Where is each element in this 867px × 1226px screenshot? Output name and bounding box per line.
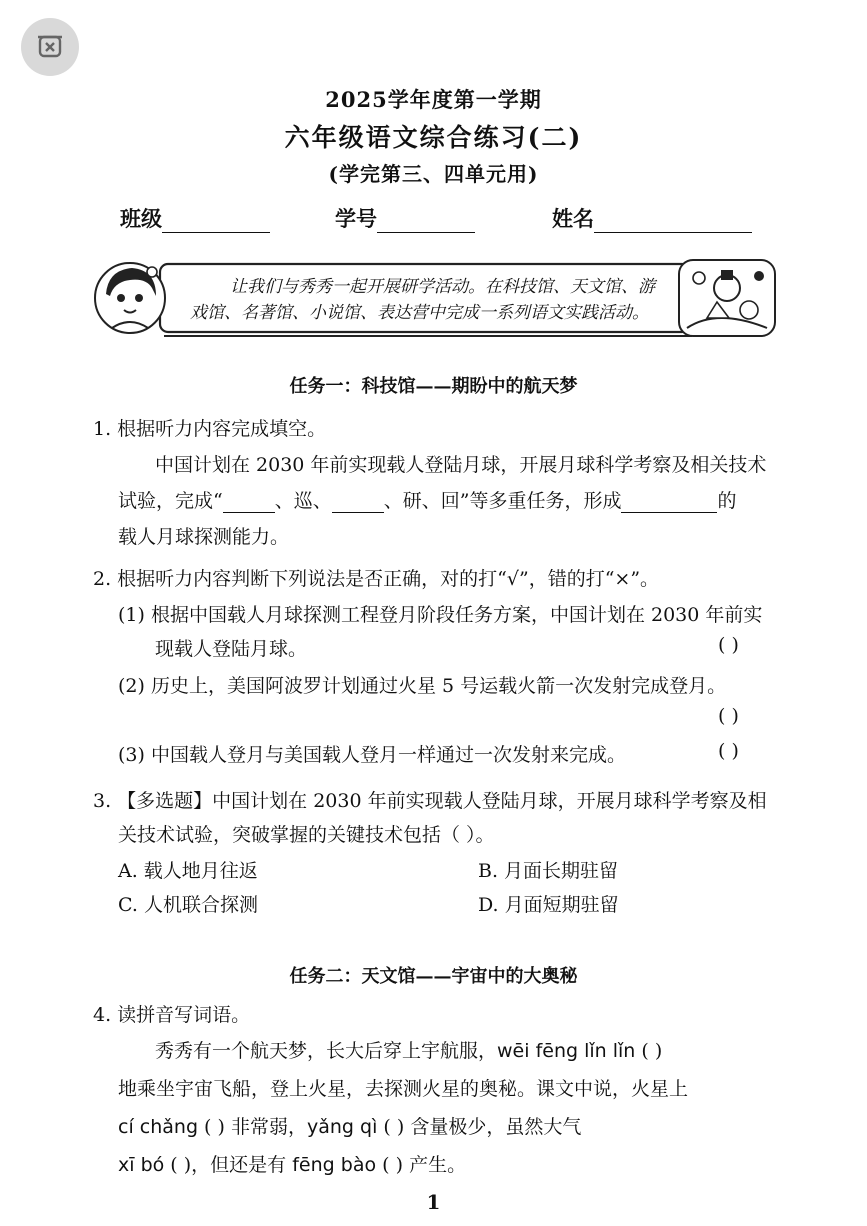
name-blank[interactable]	[594, 210, 752, 233]
q4-answer-2[interactable]: ( )	[204, 1116, 225, 1138]
q4-text-4: 含量极少，虽然大气	[410, 1116, 582, 1138]
q1-line-2	[118, 486, 736, 513]
class-field	[120, 203, 270, 233]
q4-text-1: 秀秀有一个航天梦，长大后穿上宇航服，	[155, 1040, 498, 1062]
q1-stem: 1. 根据听力内容完成填空。	[93, 418, 327, 440]
q2-answer-3[interactable]: ( )	[718, 740, 739, 762]
q1-blank-1[interactable]	[223, 494, 275, 513]
name-field	[552, 203, 752, 233]
q3-line-2: 关技术试验，突破掌握的关键技术包括（ ）。	[118, 824, 495, 846]
space-explorer-illustration	[677, 258, 777, 342]
pinyin-yangqi: yǎng qì	[306, 1116, 378, 1138]
banner-line-1: 让我们与秀秀一起开展研学活动。在科技馆、天文馆、游	[230, 277, 655, 297]
activity-banner	[102, 258, 779, 338]
delete-button[interactable]	[21, 18, 79, 76]
q3-option-a[interactable]: A. 载人地月往返	[118, 860, 258, 882]
q3-option-d[interactable]: D. 月面短期驻留	[478, 894, 619, 916]
q1-line-1: 中国计划在 2030 年前实现载人登陆月球，开展月球科学考察及相关技术	[155, 454, 767, 476]
exercise-title: 六年级语文综合练习(二)	[284, 123, 583, 152]
pinyin-cichang: cí chǎng	[118, 1116, 198, 1138]
trash-delete-icon	[35, 30, 65, 64]
q4-line-1	[155, 1036, 662, 1063]
q4-text-5: ，但还是有	[191, 1154, 287, 1176]
q2-item-3: (3) 中国载人登月与美国载人登月一样通过一次发射来完成。	[118, 744, 626, 766]
q2-item-1-line-2: 现载人登陆月球。	[155, 638, 308, 660]
number-field	[335, 203, 475, 233]
q4-stem: 4. 读拼音写词语。	[93, 1004, 251, 1026]
q2-answer-1[interactable]: ( )	[718, 634, 739, 656]
q1-text-a: 试验，完成“	[118, 490, 223, 512]
banner-line-2: 戏馆、名著馆、小说馆、表达营中完成一系列语文实践活动。	[190, 303, 649, 323]
number-label: 学号	[335, 206, 377, 231]
class-blank[interactable]	[162, 210, 270, 233]
q1-blank-2[interactable]	[332, 494, 384, 513]
number-blank[interactable]	[377, 210, 475, 233]
q2-item-2: (2) 历史上，美国阿波罗计划通过火星 5 号运载火箭一次发射完成登月。	[118, 675, 727, 697]
q4-line-3	[118, 1112, 581, 1139]
q1-blank-3[interactable]	[621, 494, 717, 513]
q3-line-1: 3. 【多选题】中国计划在 2030 年前实现载人登陆月球，开展月球科学考察及相	[93, 790, 767, 812]
q4-text-6: 产生。	[409, 1154, 467, 1176]
q4-answer-5[interactable]: ( )	[382, 1154, 404, 1176]
q2-answer-2[interactable]: ( )	[718, 705, 739, 727]
q4-line-2: 地乘坐宇宙飞船，登上火星，去探测火星的奥秘。课文中说，火星上	[118, 1078, 689, 1100]
q4-text-3: 非常弱，	[230, 1116, 307, 1138]
q2-item-1-line-1: (1) 根据中国载人月球探测工程登月阶段任务方案，中国计划在 2030 年前实	[118, 604, 763, 626]
page-number: 1	[426, 1190, 441, 1214]
pinyin-xibo: xī bó	[118, 1154, 165, 1176]
semester-title: 2025学年度第一学期	[325, 87, 542, 112]
q2-stem: 2. 根据听力内容判断下列说法是否正确，对的打“√”，错的打“×”。	[93, 568, 660, 590]
pinyin-weifenglinlin: wēi fēng lǐn lǐn	[497, 1040, 636, 1062]
q1-line-3: 载人月球探测能力。	[118, 526, 290, 548]
q1-text-b: 、巡、	[274, 490, 332, 512]
pinyin-fengbao: fēng bào	[292, 1154, 377, 1176]
q4-answer-1[interactable]: ( )	[641, 1040, 663, 1062]
q4-answer-3[interactable]: ( )	[383, 1116, 405, 1138]
cartoon-girl-illustration	[94, 258, 172, 342]
task2-heading: 任务二：天文馆——宇宙中的大奥秘	[289, 966, 578, 987]
q4-line-4	[118, 1150, 466, 1177]
q4-answer-4[interactable]: ( )	[170, 1154, 192, 1176]
q3-option-c[interactable]: C. 人机联合探测	[118, 894, 258, 916]
task1-heading: 任务一：科技馆——期盼中的航天梦	[289, 376, 578, 397]
q1-text-c: 、研、回”等多重任务，形成	[383, 490, 622, 512]
name-label: 姓名	[552, 206, 594, 231]
q1-text-d: 的	[717, 490, 737, 512]
class-label: 班级	[120, 206, 162, 231]
q3-option-b[interactable]: B. 月面长期驻留	[478, 860, 619, 882]
unit-subtitle: (学完第三、四单元用)	[328, 162, 539, 186]
